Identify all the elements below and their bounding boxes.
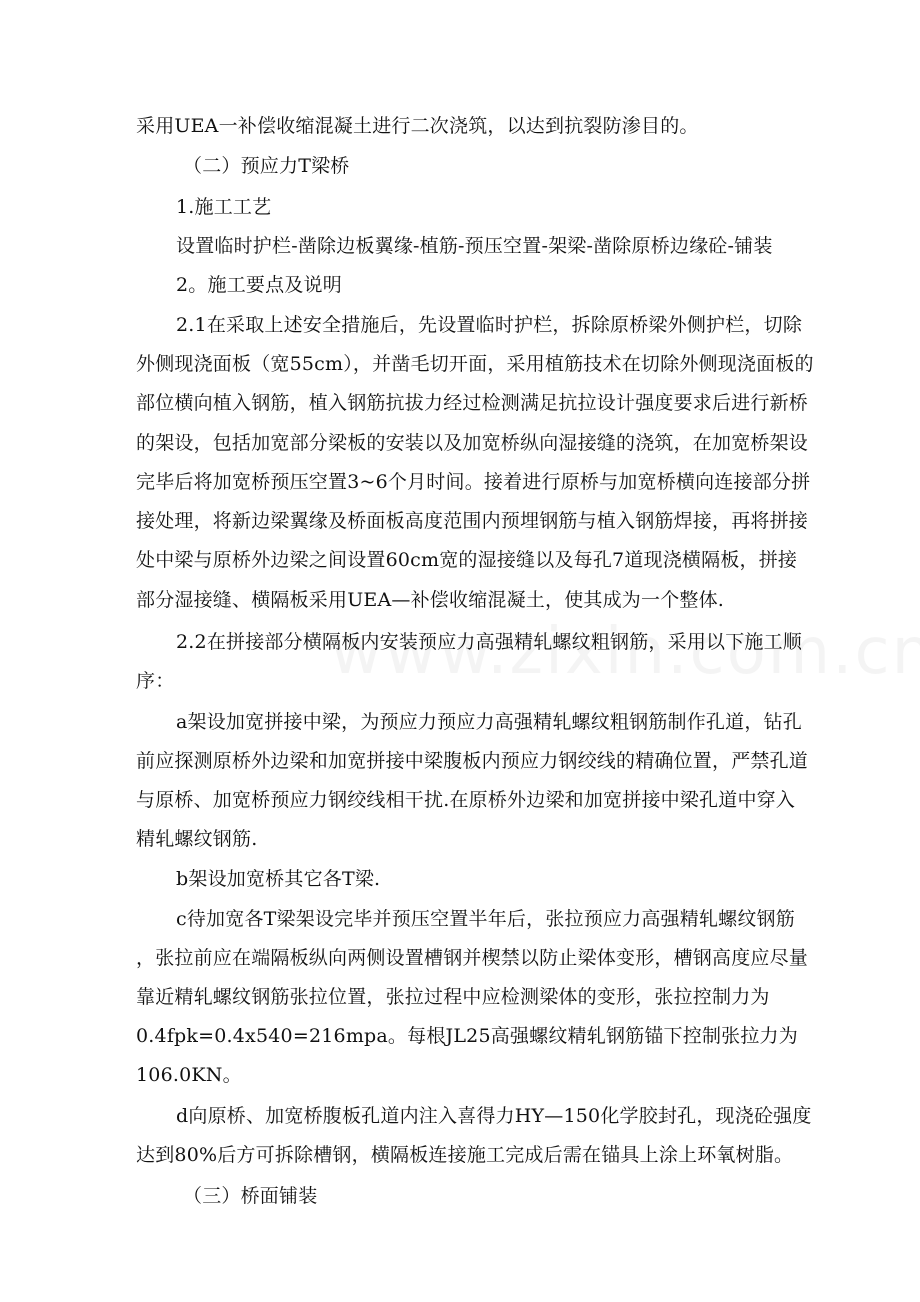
paragraph-line: 的架设，包括加宽部分梁板的安装以及加宽桥纵向湿接缝的浇筑，在加宽桥架设 [136, 432, 809, 454]
paragraph-line: 处中梁与原桥外边梁之间设置60cm宽的湿接缝以及每孔7道现浇横隔板，拼接 [136, 549, 798, 571]
paragraph-line: c待加宽各T梁架设完毕并预压空置半年后，张拉预应力高强精轧螺纹钢筋 [176, 908, 795, 930]
paragraph-line: 靠近精轧螺纹钢筋张拉位置，张拉过程中应检测梁体的变形，张拉控制力为 [136, 986, 770, 1008]
paragraph-line: 完毕后将加宽桥预压空置3~6个月时间。接着进行原桥与加宽桥横向连接部分拼 [136, 471, 811, 493]
paragraph-line: 与原桥、加宽桥预应力钢绞线相干扰.在原桥外边梁和加宽拼接中梁孔道中穿入 [136, 789, 796, 811]
paragraph-line: 2.1在采取上述安全措施后，先设置临时护栏，拆除原桥梁外侧护栏，切除 [176, 314, 803, 336]
section-heading-prestressed-t-beam: （二）预应力T梁桥 [183, 155, 350, 177]
paragraph-line: b架设加宽桥其它各T梁. [176, 868, 381, 890]
paragraph-line: 精轧螺纹钢筋. [136, 828, 258, 850]
paragraph-line: 设置临时护栏-凿除边板翼缘-植筋-预压空置-架梁-凿除原桥边缘砼-铺装 [176, 235, 773, 257]
paragraph-line: 0.4fpk=0.4x540=216mpa。每根JL25高强螺纹精轧钢筋锚下控制张拉力为 [136, 1025, 798, 1047]
paragraph-line: 达到80%后方可拆除槽钢，横隔板连接施工完成后需在锚具上涂上环氧树脂。 [136, 1144, 794, 1166]
section-heading-deck-pavement: （三）桥面铺装 [183, 1185, 318, 1207]
paragraph-line: 序： [136, 670, 175, 692]
subheading-key-points: 2。施工要点及说明 [176, 274, 342, 296]
paragraph-line: 外侧现浇面板（宽55cm），并凿毛切开面，采用植筋技术在切除外侧现浇面板的 [136, 353, 814, 375]
paragraph-line: 接处理，将新边梁翼缘及桥面板高度范围内预埋钢筋与植入钢筋焊接，再将拼接 [136, 510, 809, 532]
paragraph-line: d向原桥、加宽桥腹板孔道内注入喜得力HY—150化学胶封孔，现浇砼强度 [176, 1105, 812, 1127]
paragraph-line: a架设加宽拼接中梁，为预应力预应力高强精轧螺纹粗钢筋制作孔道，钻孔 [176, 711, 802, 733]
paragraph-line: ，张拉前应在端隔板纵向两侧设置槽钢并楔禁以防止梁体变形，槽钢高度应尽量 [136, 947, 809, 969]
paragraph-line: 部分湿接缝、横隔板采用UEA—补偿收缩混凝土，使其成为一个整体. [136, 589, 725, 611]
paragraph-line: 106.0KN。 [136, 1064, 242, 1086]
subheading-construction-process: 1.施工工艺 [176, 196, 272, 218]
paragraph-line: 2.2在拼接部分横隔板内安装预应力高强精轧螺纹粗钢筋，采用以下施工顺 [176, 631, 803, 653]
paragraph-line: 前应探测原桥外边梁和加宽拼接中梁腹板内预应力钢绞线的精确位置，严禁孔道 [136, 750, 809, 772]
paragraph-line: 采用UEA一补偿收缩混凝土进行二次浇筑，以达到抗裂防渗目的。 [136, 115, 699, 137]
paragraph-line: 部位横向植入钢筋，植入钢筋抗拔力经过检测满足抗拉设计强度要求后进行新桥 [136, 392, 809, 414]
